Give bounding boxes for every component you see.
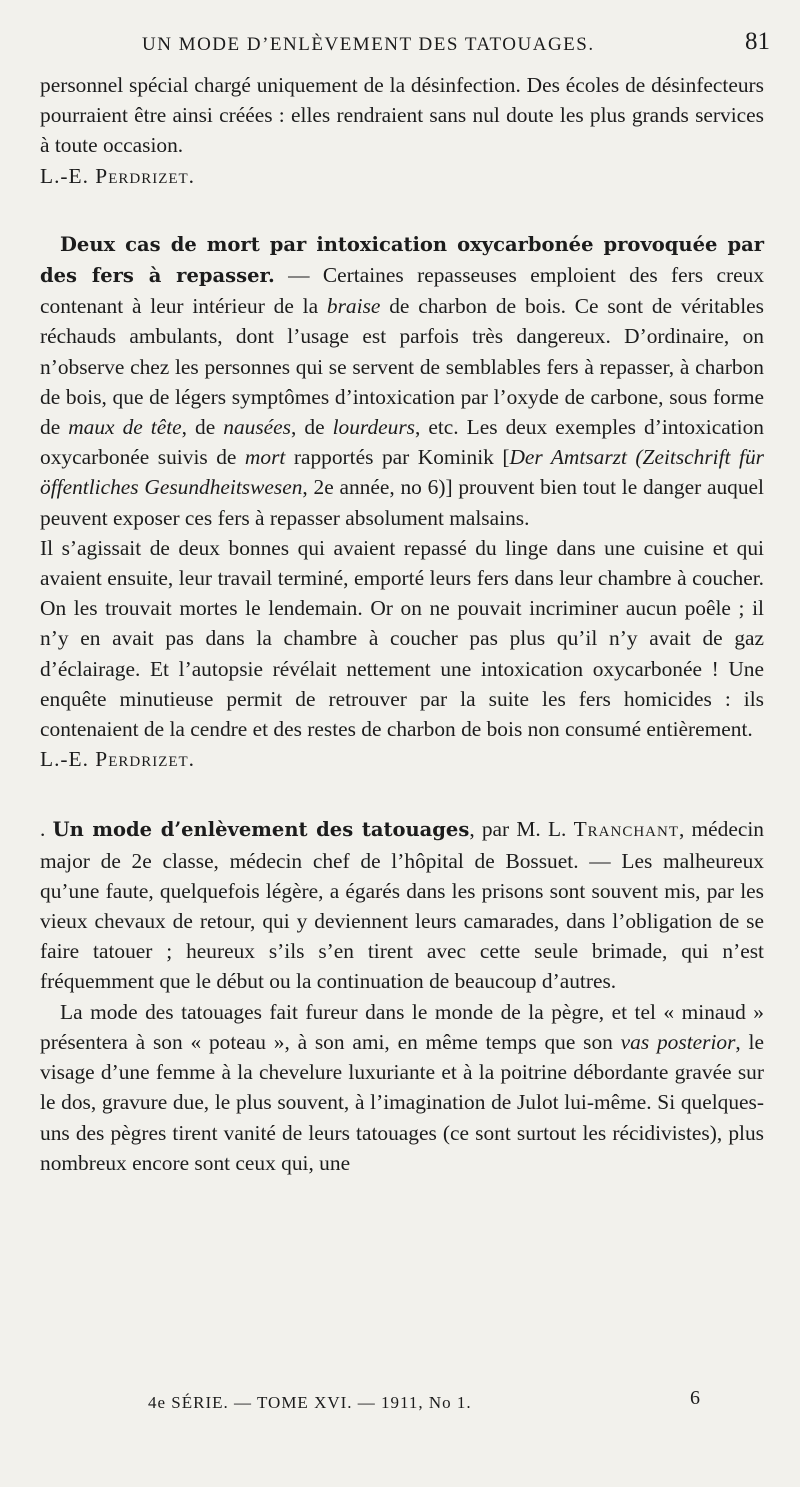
section2-text: de charbon de bois. Ce sont de véritables réchauds ambulants, dont l’usage est parfois très dangereux. D’ordinaire, on n’observe chez les personnes qui se servent de semblables fers à repasser, à charbon de bois, que de légers symptômes d’intoxication par l’oxyde de carbone, sous forme de <box>40 294 764 440</box>
section2-heading: Deux cas de mort par intoxication oxycarbonée provoquée par des fers à repasser. <box>40 232 764 288</box>
section1-text: personnel spécial chargé uniquement de la désinfection. Des écoles de désinfecteurs pourraient être ainsi créées : elles rendraient sans nul doute les plus grands services à toute occasion. <box>40 73 764 158</box>
section2-text: , de <box>181 415 224 440</box>
series-line: 4e SÉRIE. — TOME XVI. — 1911, No 1. <box>148 1393 472 1412</box>
section3-text: La mode des tatouages fait fureur dans le monde de la pègre, et tel « minaud » présentera à son « poteau », à son ami, en même temps que son <box>40 999 764 1054</box>
page-footer <box>148 1387 768 1413</box>
section-divider <box>40 191 764 229</box>
section3-paragraph-2 <box>40 997 764 1178</box>
section1-signature: L.-E. Perdrizet. <box>40 163 196 188</box>
italic-term: vas posterior <box>620 1029 736 1054</box>
section2-text: , etc. Les deux exemples d’intoxication oxycarbonée suivis de <box>40 415 764 470</box>
section2-signature: L.-E. Perdrizet. <box>40 747 196 772</box>
page-body <box>40 70 764 1178</box>
italic-term: maux de tête <box>68 415 182 440</box>
author-name: Tranchant <box>573 817 679 842</box>
section2-text: , 2e année, no 6)] prouvent bien tout le danger auquel peuvent exposer ces fers à repasser absolument malsains. <box>40 475 764 530</box>
section3-lead-mark: . <box>40 817 53 842</box>
page-number: 81 <box>745 28 770 55</box>
italic-term: lourdeurs <box>332 415 415 440</box>
section3-text: , le visage d’une femme à la chevelure luxuriante et à la poitrine débordante gravée sur le dos, gravure due, le plus souvent, à l’imagination de Julot lui-même. Si quelques-uns des pègres tirent vanité de leurs tatouages (ce sont surtout les récidivistes), plus nombreux encore sont ceux qui, une <box>40 1029 764 1175</box>
section2-paragraph-1 <box>40 229 764 533</box>
italic-term: braise <box>326 294 381 319</box>
running-title: UN MODE D’ENLÈVEMENT DES TATOUAGES. <box>142 34 595 55</box>
page-header <box>0 28 800 68</box>
section3-text: , par M. L. <box>469 817 574 842</box>
section3-text: , médecin major de 2e classe, médecin chef de l’hôpital de Bossuet. — Les malheureux qu’une faute, quelquefois légère, a égarés dans les prisons sont souvent mis, par les vieux chevaux de retour, qui y deviennent leurs camarades, dans l’obligation de se faire tatouer ; heureux s’ils s’en tirent avec cette seule brimade, qui n’est fréquemment que le début ou la continuation de beaucoup d’autres. <box>40 817 764 994</box>
section2-text: , de <box>291 415 333 440</box>
section3-paragraph-1 <box>40 814 764 996</box>
section3-heading: Un mode d’enlèvement des tatouages <box>52 818 470 842</box>
sheet-number: 6 <box>690 1387 700 1409</box>
section2-text: — Certaines repasseuses emploient des fers creux contenant à leur intérieur de la <box>40 263 765 319</box>
italic-term: nausées <box>223 415 291 440</box>
section-divider <box>40 774 764 814</box>
journal-reference: Der Amtsarzt (Zeitschrift für öffentliches Gesundheitswesen <box>40 445 764 500</box>
section2-paragraph-2: Il s’agissait de deux bonnes qui avaient repassé du linge dans une cuisine et qui avaient ensuite, leur travail terminé, emporté leurs fers dans leur chambre à coucher. On les trouvait mortes le lendemain. Or on ne pouvait incriminer aucun poêle ; il n’y en avait pas dans la chambre à coucher pas plus qu’il n’y avait de gaz d’éclairage. Et l’autopsie révélait nettement une intoxication oxycarbonée ! Une enquête minutieuse permit de retrouver par la suite les fers homicides : ils contenaient de la cendre et des restes de charbon de bois non consumé entièrement. <box>40 535 764 742</box>
section2-text: rapportés par Kominik [ <box>285 445 510 470</box>
italic-term: mort <box>244 445 286 470</box>
